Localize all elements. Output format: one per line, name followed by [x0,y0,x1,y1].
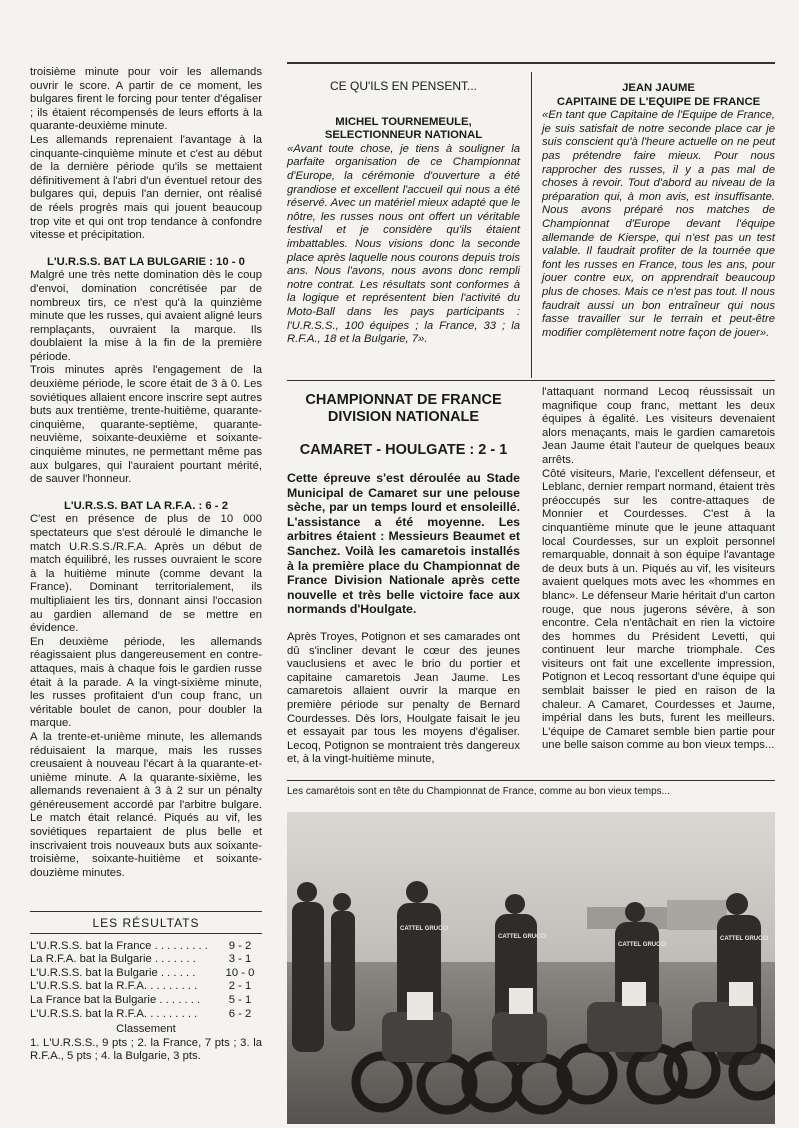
result-score: 6 - 2 [228,1007,252,1020]
results-top-rule [30,911,262,912]
result-row [30,994,262,1008]
result-label: L'U.R.S.S. bat la Bulgarie . . . . . . [30,966,196,979]
champ-text-r2: Côté visiteurs, Marie, l'excellent défenseur, et Leblanc, dernier rempart normand, étaient très préoccupés sur les contre-attaques de Monnier et Courdesses. C'est à la cinquantième minute que le jeune attaquant local Courdesses, sur un exploit personnel remarquable, donnait à son équipe l'avantage de deux buts à un. Piqués au vif, les visiteurs avaient quelques mots avec les «hommes en blanc». Le défenseur Marie héritait d'un carton rouge, que nous jugerons sévère, à son encontre. Cela n'entâchait en rien la victoire des hommes du Président Levetti, qui continuent leur marche triomphale. Ces visiteurs ont fait une excellente impression, Potignon et Lecoq ressortant d'une équipe qui semblait baisser le pied en raison de la chaleur. A Camaret, Courdesses et Jaume, impérial dans les buts, furent les meilleurs. L'équipe de Camaret semble bien partie pour une belle saison comme au bon vieux temps... [542,467,775,752]
result-row [30,967,262,981]
classement-text: 1. L'U.R.S.S., 9 pts ; 2. la France, 7 pts ; 3. la R.F.A., 5 pts ; 4. la Bulgarie, 3 pts. [30,1036,262,1063]
jaume-role: CAPITAINE DE L'EQUIPE DE FRANCE [556,95,761,108]
motorcycle-team-photo-icon [287,812,775,1124]
jersey-text: CATTEL GRUCCI [400,926,449,932]
team-photo [287,812,775,1124]
result-score: 2 - 1 [228,980,252,993]
results-box [30,917,262,1064]
article-text-p5: C'est en présence de plus de 10 000 spectateurs que s'est déroulé le dimanche le match U.R.S.S./R.F.A. Après un début de match équilibré, les russes ouvraient le score à la huitième minute (comme devant la France). Dominant territorialement, ils multipliaient les tirs, donnant ainsi l'occasion au gardien allemand de se mettre en évidence. [30,513,262,635]
result-score: 5 - 1 [228,993,252,1006]
photo-caption: Les camarétois sont en tête du Championnat de France, comme au bon vieux temps... [287,786,670,797]
caption-rule [287,780,775,781]
section-heading-urss-bulgarie: L'U.R.S.S. BAT LA BULGARIE : 10 - 0 [47,255,245,268]
jersey-text: CATTEL GRUCCI [720,936,769,942]
tournemeule-quote: «Avant toute chose, je tiens à souligner la parfaite organisation de ce Championnat d'Europe, la cérémonie d'ouverture a été grandiose et excellent l'accueil qui nous a été réservé. Avec un matériel mieux adapté que le nôtre, les russes nous ont offert un véritable festival et je considère qu'ils étaient imbattables. Nous visions donc la seconde place après laquelle nous courons depuis trois ans. Nous l'avons, nous avons donc rempli notre contrat. Les résultats sont conformes à la logique et représentent bien l'activité du Moto-Ball dans les pays participants : l'U.R.S.S., 100 équipes ; la France, 33 ; la R.F.A., 18 et la Bulgarie, 7». [287,142,520,346]
result-row [30,980,262,994]
results-title-rule [30,933,262,934]
result-label: La France bat la Bulgarie . . . . . . . [30,993,201,1006]
article-text-p7: A la trente-et-unième minute, les allemands réduisaient la marque, mais les russes creusaient à nouveau l'écart à la quarante-et-unième minute. A la quarante-sixième, les allemands revenaient à 3 à 2 sur un pénalty généreusement accordé par l'arbitre bulgare. Le match était relancé. Piqués au vif, les soviétiques repartaient de plus belle et inscrivaient trois nouveaux buts aux soixante-troisième, soixante-huitième et soixante-douzième minutes. [30,730,262,879]
result-label: La R.F.A. bat la Bulgarie . . . . . . . [30,953,196,966]
jaume-name: JEAN JAUME [622,82,695,94]
article-text-p4: Trois minutes après l'engagement de la deuxième période, le score était de 3 à 0. Les soviétiques allaient encore inscrire sept autres buts aux trentième, trente-huitième, quarante-cinquième, quarante-septième, quarante-neuvième, soixante-deuxième et soixante-cinquième minutes, ne permettant même pas aux bulgares, qui l'auraient pourtant mérité, de sauver l'honneur. [30,364,262,486]
champ-text-p1: Après Troyes, Potignon et ses camarades ont dû s'incliner devant le cœur des jeunes vauclusiens et avec le brio du portier et capitaine camaretois Jean Jaume. Les camaretois allaient ouvrir la marque en première période sur penalty de Bernard Courdesses. Dès lors, Houlgate faisait le jeu et essayait par tous les moyens d'égaliser. Lecoq, Potignon se montraient très dangereux et, à la vingt-huitième minute, [287,630,520,766]
champ-right [542,386,775,753]
opinions-left [287,80,520,347]
results-list [30,940,262,1022]
result-row [30,1008,262,1022]
tournemeule-name: MICHEL TOURNEMEULE, [335,115,472,128]
opinions-bottom-rule [287,380,775,381]
article-text-p6: En deuxième période, les allemands réagissaient plus dangereusement en contre-attaques, mais à chaque fois le gardien russe était à la parade. A la vingt-sixième minute, les russes profitaient d'un coup franc, un véritable boulet de canon, pour doubler la marque. [30,635,262,730]
result-score: 10 - 0 [225,966,255,979]
result-row [30,940,262,954]
section-heading-urss-rfa: L'U.R.S.S. BAT LA R.F.A. : 6 - 2 [64,499,228,512]
jaume-quote: «En tant que Capitaine de l'Equipe de France, je suis satisfait de notre seconde place car je suis conscient qu'à l'heure actuelle on ne peut pas prétendre faire mieux. Pour nous rapprocher des russes, il y a pas mal de choses à revoir. Tout d'abord au niveau de la préparation qui, à mon avis, est insuffisante. Nous avons préparé nos matches de Championnat d'Europe devant l'équipe allemande de Kierspe, qui n'est pas un test valable. Il faudrait profiter de la tournée que font les russes en France, tous les ans, pour jouer contre eux, on apprendrait beaucoup plus de choses. Mais ce n'est pas tout. Il nous faudrait aussi un bon entraîneur qui nous fasse travailler sur le terrain et peut-être modifier complètement notre façon de jouer». [542,109,775,339]
article-text-p3: Malgré une très nette domination dès le coup d'envoi, domination concrétisée par de nombreux tirs, ce n'est qu'à la quinzième minute que les russes, qui avaient aligné leurs remplaçants, ouvraient la marque. Ils doublaient la mise à la fin de la première période. [30,269,262,363]
classement-title: Classement [116,1023,176,1036]
article-text-intro: troisième minute pour voir les allemands ouvrir le score. A partir de ce moment, les bulgares firent le forcing pour tenter d'égaliser ; ils étaient récompensés de leurs efforts à la quarante-deuxième minute. [30,66,262,133]
result-label: L'U.R.S.S. bat la France . . . . . . . . . [30,939,208,952]
result-score: 3 - 1 [228,953,252,966]
champ-left [287,392,520,767]
left-column [30,66,262,880]
article-text-p2: Les allemands reprenaient l'avantage à la cinquante-cinquième minute et c'est au début de la dernière période qu'ils se mettaient définitivement à l'abri d'un éventuel retour des bulgares qui, depuis l'an dernier, ont réalisé de réels progrès mais qui jouent beaucoup trop vite et qui ont trop tendance à confondre vitesse et précipitation. [30,133,262,242]
jersey-text: CATTEL GRUCCI [618,942,667,948]
tournemeule-role: SELECTIONNEUR NATIONAL [324,129,483,142]
champ-lead: Cette épreuve s'est déroulée au Stade Municipal de Camaret sur une pelouse sèche, par un temps lourd et ensoleillé. L'assistance a été moyenne. Les arbitres étaient : Messieurs Beaumet et Sanchez. Voilà les camaretois installés à la première place du Championnat de France Division Nationale après cette nouvelle et très belle victoire face aux normands d'Houlgate. [287,471,520,617]
result-score: 9 - 2 [228,939,252,952]
opinions-divider [531,72,532,378]
result-row [30,953,262,967]
champ-title-1: CHAMPIONNAT DE FRANCE [305,392,502,408]
opinions-right [542,82,775,340]
jersey-text: CATTEL GRUCCI [498,934,547,940]
match-score-heading: CAMARET - HOULGATE : 2 - 1 [299,442,508,458]
result-label: L'U.R.S.S. bat la R.F.A. . . . . . . . . [30,980,198,993]
results-title: LES RÉSULTATS [92,916,200,930]
champ-title-2: DIVISION NATIONALE [327,409,480,425]
result-label: L'U.R.S.S. bat la R.F.A. . . . . . . . . [30,1007,198,1020]
opinions-title: CE QU'ILS EN PENSENT... [330,79,477,93]
champ-text-r1: l'attaquant normand Lecoq réussissait un magnifique coup franc, mettant les deux équipes à égalité. Les visiteurs devenaient alors menaçants, mais le gardien camaretois Jean Jaume était l'auteur de quelques beaux arrêts. [542,386,775,466]
top-rule [287,62,775,64]
